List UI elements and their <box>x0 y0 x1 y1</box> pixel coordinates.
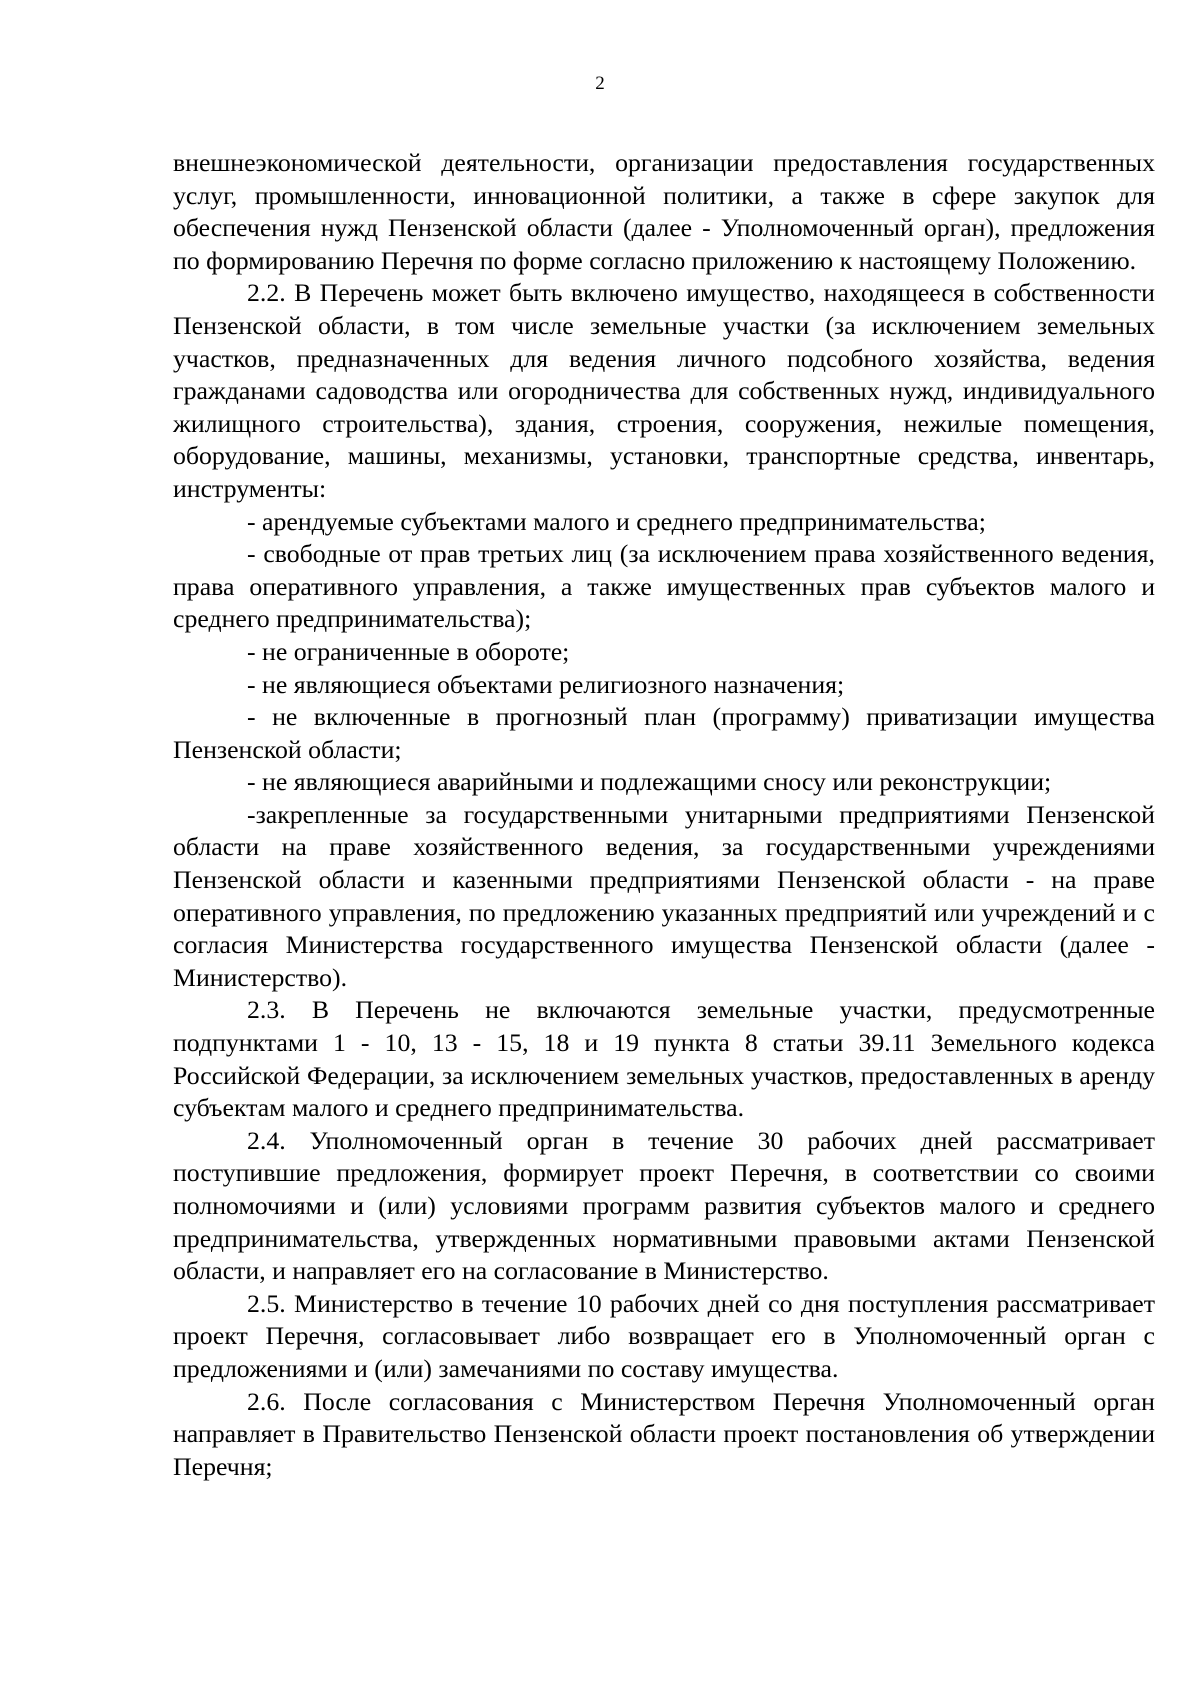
list-item: - не являющиеся объектами религиозного назначения; <box>247 669 845 699</box>
list-item: - свободные от прав третьих лиц (за исключением права хозяйственного ведения, права оперативного управления, а также имущественных прав субъектов малого и среднего предпринимательства); <box>173 539 1155 634</box>
document-body <box>173 147 1155 1483</box>
paragraph-2-2: 2.2. В Перечень может быть включено имущество, находящееся в собственности Пензенской области, в том числе земельные участки (за исключением земельных участков, предназначенных для ведения личного подсобного хозяйства, ведения гражданами садоводства или огородничества для собственных нужд, индивидуального жилищного строительства), здания, строения, сооружения, нежилые помещения, оборудование, машины, механизмы, установки, транспортные средства, инвентарь, инструменты: <box>173 278 1155 503</box>
list-item: - не ограниченные в обороте; <box>247 636 570 666</box>
paragraph-2-5: 2.5. Министерство в течение 10 рабочих дней со дня поступления рассматривает проект Перечня, согласовывает либо возвращает его в Уполномоченный орган с предложениями и (или) замечаниями по составу имущества. <box>173 1288 1155 1383</box>
paragraph-2-4: 2.4. Уполномоченный орган в течение 30 рабочих дней рассматривает поступившие предложения, формирует проект Перечня, в соответствии со своими полномочиями и (или) условиями программ развития субъектов малого и среднего предпринимательства, утвержденных нормативными правовыми актами Пензенской области, и направляет его на согласование в Министерство. <box>173 1125 1155 1286</box>
paragraph-2-3: 2.3. В Перечень не включаются земельные участки, предусмотренные подпунктами 1 - 10, 13 - 15, 18 и 19 пункта 8 статьи 39.11 Земельного кодекса Российской Федерации, за исключением земельных участков, предоставленных в аренду субъектам малого и среднего предпринимательства. <box>173 995 1155 1123</box>
list-item: -закрепленные за государственными унитарными предприятиями Пензенской области на праве хозяйственного ведения, за государственными учреждениями Пензенской области и казенными предприятиями Пензенской области - на праве оперативного управления, по предложению указанных предприятий или учреждений и с согласия Министерства государственного имущества Пензенской области (далее - Министерство). <box>173 799 1155 992</box>
page-number: 2 <box>595 73 605 94</box>
list-item: - не являющиеся аварийными и подлежащими сносу или реконструкции; <box>247 767 1052 797</box>
paragraph-continuation: внешнеэкономической деятельности, организации предоставления государственных услуг, промышленности, инновационной политики, а также в сфере закупок для обеспечения нужд Пензенской области (далее - Уполномоченный орган), предложения по формированию Перечня по форме согласно приложению к настоящему Положению. <box>173 148 1155 275</box>
list-item: - не включенные в прогнозный план (программу) приватизации имущества Пензенской области; <box>173 702 1155 764</box>
list-item: - арендуемые субъектами малого и среднего предпринимательства; <box>247 506 986 536</box>
paragraph-2-6: 2.6. После согласования с Министерством Перечня Уполномоченный орган направляет в Правительство Пензенской области проект постановления об утверждении Перечня; <box>173 1386 1155 1481</box>
